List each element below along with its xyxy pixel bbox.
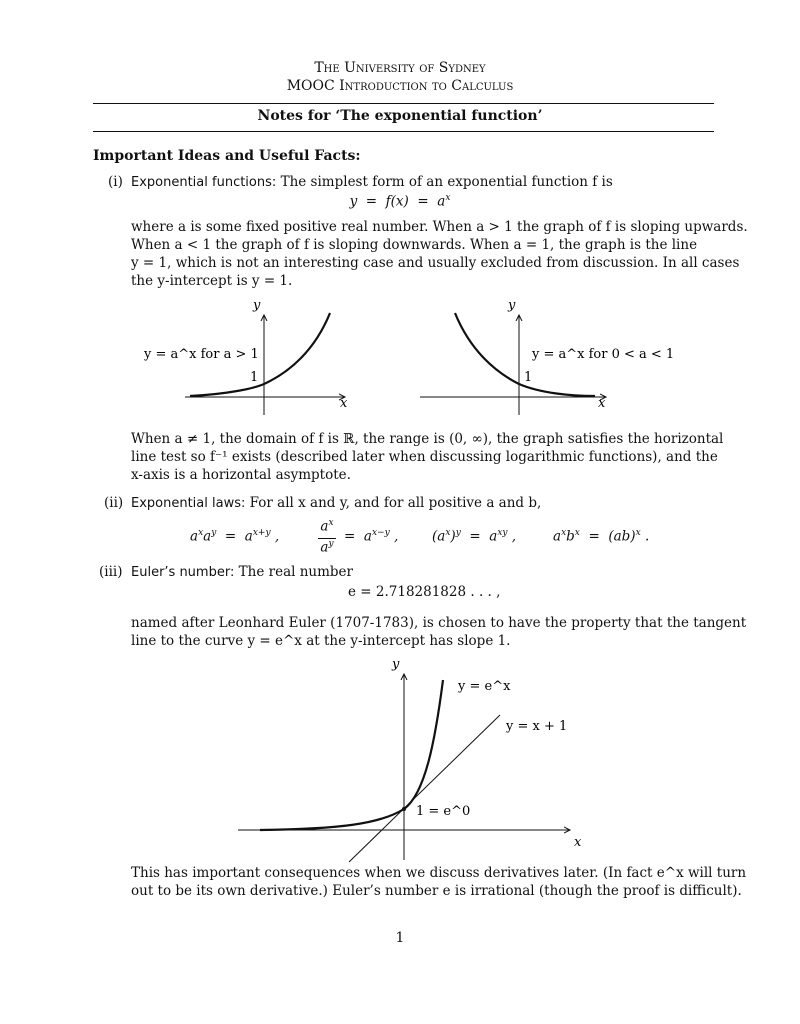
item1-text-line-3: y = 1, which is not an interesting case and usually excluded from discussion. In all cases [131, 255, 740, 271]
item2-label: Exponential laws: [131, 496, 246, 511]
intercept-label: 1 [250, 370, 259, 385]
item2-intro: For all x and y, and for all positive a and b, [249, 495, 542, 511]
course-title: MOOC Introduction to Calculus [286, 78, 514, 94]
point-label: 1 = e^0 [416, 804, 471, 819]
tangent-line [349, 715, 500, 862]
intercept-label: 1 [524, 370, 533, 385]
law-quotient-num: $a^x$ [320, 518, 334, 535]
item3-after-line-1: This has important consequences when we discuss derivatives later. (In fact e^x will turn [131, 865, 747, 881]
item1-text-line-4: the y-intercept is y = 1. [131, 273, 293, 289]
law-product-bases: $a^xb^x = (ab)^x$ . [553, 528, 650, 545]
item2-number: (ii) [104, 495, 124, 511]
item3-after-line-2: out to be its own derivative.) Euler’s number e is irrational (though the proof is difficult). [131, 883, 742, 899]
item1-intro-line [131, 173, 613, 192]
y-axis-label: y [392, 657, 400, 672]
item3-text-line-1: named after Leonhard Euler (1707-1783), is chosen to have the property that the tangent [131, 615, 747, 631]
item1-formula: $y = f(x) = a^x$ [349, 193, 451, 210]
x-axis-label: x [574, 835, 582, 850]
curve-label: y = e^x [458, 679, 511, 694]
law-product: $a^xa^y = a^{x+y}$ , [190, 528, 280, 545]
law-quotient-den: $a^y$ [320, 539, 334, 556]
law-quotient-rhs: = $a^{x-y}$ , [344, 528, 399, 545]
item1-after-line-2: line test so f⁻¹ exists (described later when discussing logarithmic functions), and the [131, 449, 718, 465]
euler-value: e = 2.718281828 . . . , [348, 584, 501, 600]
item1-after-line-1: When a ≠ 1, the domain of f is ℝ, the range is (0, ∞), the graph satisfies the horizontal [131, 431, 724, 447]
x-axis-label: x [598, 396, 606, 411]
university-name: The University of Sydney [314, 60, 486, 76]
graph-euler [230, 652, 610, 864]
item1-after-line-3: x-axis is a horizontal asymptote. [131, 467, 351, 483]
item1-intro: The simplest form of an exponential function f is [280, 174, 613, 190]
item1-text-line-1: where a is some fixed positive real number. When a > 1 the graph of f is sloping upwards. [131, 219, 748, 235]
item1-text-line-2: When a < 1 the graph of f is sloping downwards. When a = 1, the graph is the line [131, 237, 698, 253]
graph-decay [420, 290, 675, 415]
law-power: $(a^x)^y = a^{xy}$ , [432, 528, 517, 545]
y-axis-label: y [253, 298, 261, 313]
curve-label: y = a^x for a > 1 [144, 347, 259, 362]
line-label: y = x + 1 [506, 719, 568, 734]
graph-growth [130, 290, 370, 415]
x-axis-label: x [340, 396, 348, 411]
item1-number: (i) [108, 174, 123, 190]
item3-number: (iii) [99, 564, 123, 580]
item3-intro: The real number [238, 564, 353, 580]
curve-label: y = a^x for 0 < a < 1 [532, 347, 675, 362]
bottom-rule [93, 131, 714, 132]
item1-label: Exponential functions: [131, 175, 277, 190]
notes-title: Notes for ‘The exponential function’ [257, 108, 543, 124]
top-rule [93, 103, 714, 104]
item3-intro-line [131, 563, 353, 582]
item2-intro-line [131, 494, 541, 513]
item3-text-line-2: line to the curve y = e^x at the y-intercept has slope 1. [131, 633, 511, 649]
item3-label: Euler’s number: [131, 565, 235, 580]
page-number: 1 [395, 930, 405, 946]
section-heading: Important Ideas and Useful Facts: [93, 148, 361, 164]
y-axis-label: y [508, 298, 516, 313]
intercept-point [402, 807, 406, 811]
